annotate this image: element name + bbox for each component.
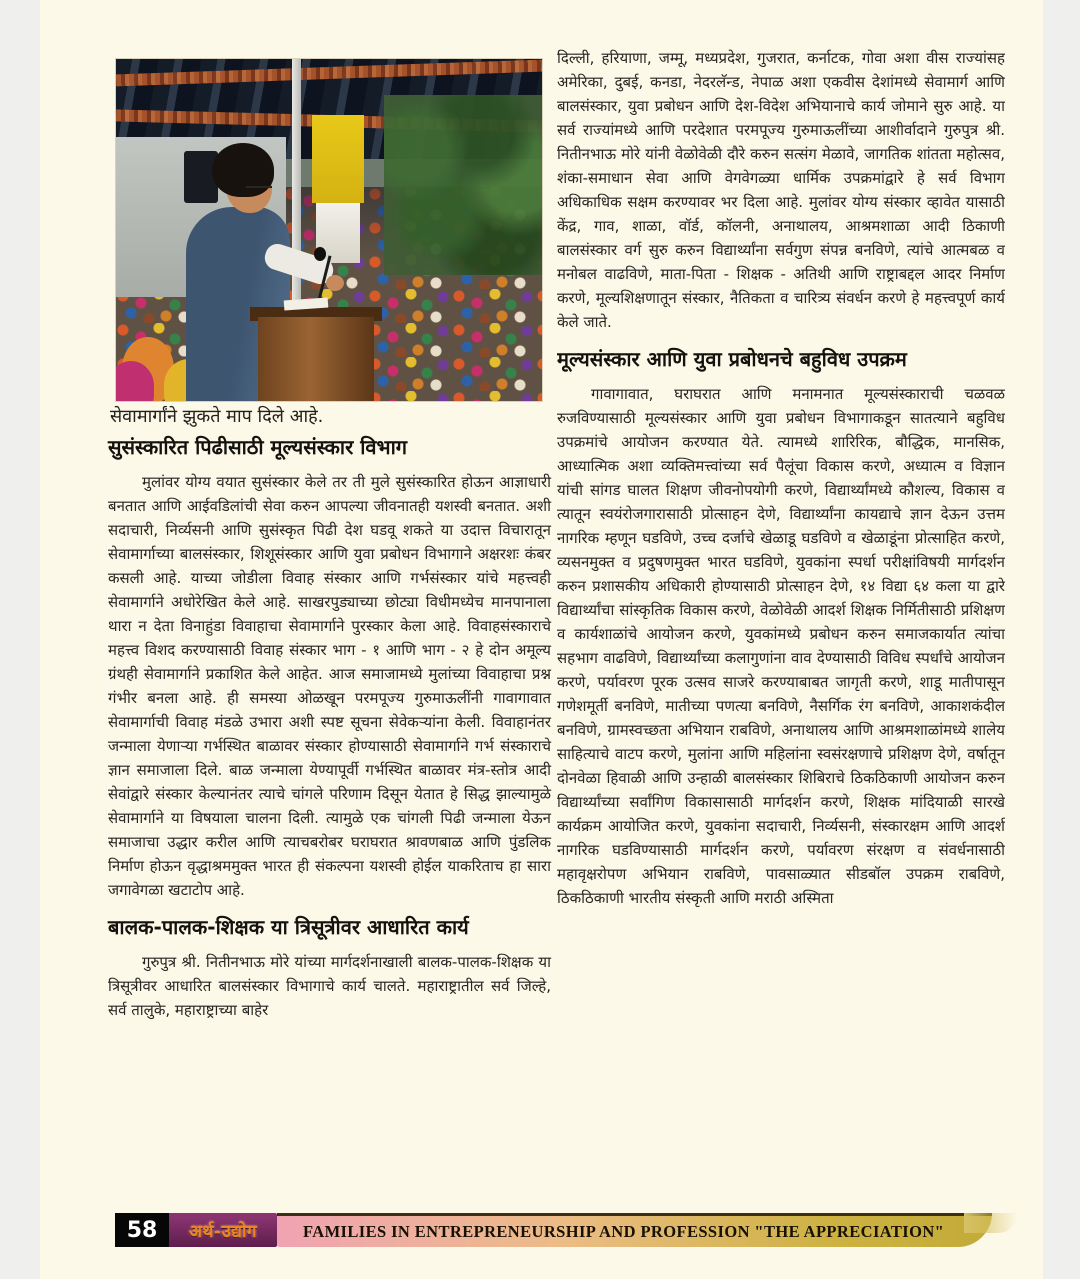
page-background — [40, 0, 1043, 1279]
section-body-upkram: गावागावात, घराघरात आणि मनामनात मूल्यसंस्काराची चळवळ रुजविण्यासाठी मूल्यसंस्कार आणि युवा प्रबोधन विभागाकडून सातत्याने बहुविध उपक्रमांचे आयोजन करण्यात येते. त्यामध्ये शारिरिक, बौद्धिक, मानसिक, आध्यात्मिक अशा व्यक्तिमत्त्वांच्या सर्व पैलूंचा विकास करणे, अध्यात्म व विज्ञान यांची सांगड घालत शिक्षण जीवनोपयोगी करणे, विद्यार्थ्यांमध्ये कौशल्य, विकास व त्यातून स्वयंरोजगारासाठी प्रोत्साहन देणे, विद्यार्थ्यांना कायद्याचे ज्ञान देऊन उत्तम नागरिक म्हणून घडविणे, उच्च दर्जाचे खेळाडू घडविणे व खेळाडूंना प्रोत्साहित करणे, व्यसनमुक्त व प्रदुषणमुक्त भारत घडविणे, युवकांना स्पर्धा परीक्षांविषयी मार्गदर्शन करुन प्रशासकीय अधिकारी होण्यासाठी प्रोत्साहन देणे, १४ विद्या ६४ कला या द्वारे विद्यार्थ्यांचा सांस्कृतिक विकास करणे, वेळोवेळी आदर्श शिक्षक निर्मितीसाठी प्रशिक्षण व कार्यशाळांचे आयोजन करणे, युवकांमध्ये प्रबोधन करुन समाजकार्यात त्यांचा सहभाग वाढविणे, विद्यार्थ्यांच्या कलागुणांना वाव देण्यासाठी विविध स्पर्धांचे आयोजन करणे, पर्यावरण पूरक उत्सव साजरे करण्याबाबत जागृती करणे, शाडू मातीपासून गणेशमूर्ती बनविणे, मातीच्या पणत्या बनविणे, नैसर्गिक रंग बनविणे, आकाशकंदील बनविणे, ग्रामस्वच्छता अभियान राबविणे, अनाथालय आणि आश्रमशाळांमध्ये शालेय साहित्याचे वाटप करणे, मुलांना आणि महिलांना स्वसंरक्षणाचे प्रशिक्षण देणे, वर्षातून दोनवेळा हिवाळी आणि उन्हाळी बालसंस्कार शिबिराचे ठिकठिकाणी आयोजन करुन विद्यार्थ्यांच्या सर्वांगिण विकासासाठी मार्गदर्शन करणे, शिक्षक मांदियाळी सारखे कार्यक्रम आयोजित करणे, युवकांना सदाचारी, निर्व्यसनी, संस्कारक्षम आणि आदर्श नागरिक घडविण्यासाठी मार्गदर्शन करणे, पर्यावरण संरक्षण व संवर्धनासाठी महावृक्षरोपण अभियान राबविणे, पावसाळ्यात सीडबॉल उपक्रम राबविणे, ठिकठिकाणी भारतीय संस्कृती आणि मराठी अस्मिता — [557, 385, 1005, 907]
speaker-hand — [326, 275, 344, 291]
photo-caption: सेवामार्गांने झुकते माप दिले आहे. — [110, 406, 324, 427]
right-column-intro: दिल्ली, हरियाणा, जम्मू, मध्यप्रदेश, गुजरात, कर्नाटक, गोवा अशा वीस राज्यांसह अमेरिका, दुबई, कनडा, नेदरलॅन्ड, नेपाळ अशा एकवीस देशांमध्ये सेवामार्ग आणि बालसंस्कार, युवा प्रबोधन आणि देश-विदेश अभियानाचे कार्य जोमाने सुरु आहे. या सर्व राज्यांमध्ये आणि परदेशात परमपूज्य गुरुमाऊलींच्या आशीर्वादाने गुरुपुत्र श्री. नितीनभाऊ मोरे यांनी वेळोवेळी दौरे करुन सत्संग मेळावे, जागतिक शांतता महोत्सव, शंका-समाधान सेवा आणि वेगवेगळ्या धार्मिक उपक्रमांद्वारे हे सर्व विभाग अधिकाधिक सक्षम करण्यावर भर दिला आहे. मुलांवर योग्य संस्कार व्हावेत यासाठी केंद्र, गाव, शाळा, वॉर्ड, कॉलनी, अनाथालय, आश्रमशाळा आदी ठिकाणी बालसंस्कार वर्ग सुरु करुन विद्यार्थ्यांना सर्वगुण संपन्न बनविणे, त्यांचे आत्मबळ व मनोबल वाढविणे, माता-पिता - शिक्षक - अतिथी आणि राष्ट्राबद्दल आदर निर्माण करणे, मूल्यशिक्षणातून संस्कार, नैतिकता व चारित्र्य संवर्धन करणे हे महत्त्वपूर्ण कार्य केले जाते. — [557, 49, 1005, 331]
section-heading-upkram: मूल्यसंस्कार आणि युवा प्रबोधनचे बहुविध उपक्रम — [557, 347, 907, 371]
photo-microphone — [314, 247, 326, 261]
magazine-logo-text: अर्थ-उद्योग — [189, 1221, 257, 1242]
left-column — [108, 434, 551, 1028]
page-number: 58 — [115, 1213, 169, 1247]
section-heading-trisutri: बालक-पालक-शिक्षक या त्रिसूत्रीवर आधारित कार्य — [108, 915, 469, 939]
speaker-hair — [212, 143, 274, 197]
section-body-values-dept: मुलांवर योग्य वयात सुसंस्कार केले तर ती मुले सुसंस्कारित होऊन आज्ञाधारी बनतात आणि आईवडिलांची सेवा करुन आपल्या जीवनातही यशस्वी बनतात. अशी सदाचारी, निर्व्यसनी आणि सुसंस्कृत पिढी देश घडवू शकते या उदात्त विचारातून सेवामार्गाच्या बालसंस्कार, शिशूसंस्कार आणि युवा प्रबोधन विभागाने अक्षरशः कंबर कसली आहे. याच्या जोडीला विवाह संस्कार आणि गर्भसंस्कार यांचे महत्त्वही सेवामार्गाने अधोरेखित केले आहे. साखरपुड्याच्या छोट्या विधीमध्येच मानपानाला थारा न देता विनाहुंडा विवाहाचा सेवामार्गाने पुरस्कार केला आहे. विवाहसंस्काराचे महत्त्व विशद करण्यासाठी विवाह संस्कार भाग - १ आणि भाग - २ हे दोन अमूल्य ग्रंथही सेवामार्गाने प्रकाशित केले आहेत. आज समाजामध्ये मुलांच्या विवाहाचा प्रश्न गंभीर बनला आहे. ही समस्या ओळखून परमपूज्य गुरुमाऊलींनी गावागावात सेवामार्गाची विवाह मंडळे उभारा अशी स्पष्ट सूचना सेवेकऱ्यांना केली. विवाहानंतर जन्माला येणाऱ्या गर्भस्थित बाळावर संस्कार होण्यासाठी सेवामार्गाने गर्भ संस्काराचे ज्ञान समाजाला दिले. बाळ जन्माला येण्यापूर्वी गर्भस्थित बाळावर मंत्र-स्तोत्र आदी सेवांद्वारे संस्कार केल्यानंतर त्याचे चांगले परिणाम दिसून येतात हे सिद्ध झाल्यामुळे सेवामार्गाने या विषयाला चालना दिली. त्यामुळे एक चांगली पिढी जन्माला येऊन समाजाचा उद्धार करील आणि त्याचबरोबर घराघरात श्रावणबाळ आणि पुंडलिक निर्माण होऊन वृद्धाश्रममुक्त भारत ही संकल्पना यशस्वी होईल याकरिताच हा सारा जगावेगळा खटाटोप आहे. — [108, 473, 551, 899]
event-photo — [115, 58, 543, 402]
section-heading-values-dept: सुसंस्कारित पिढीसाठी मूल्यसंस्कार विभाग — [108, 435, 408, 459]
photo-yellow-banner — [312, 115, 364, 203]
footer-banner — [277, 1213, 992, 1247]
right-column — [557, 46, 1005, 1208]
photo-foliage — [384, 95, 542, 275]
photo-podium — [258, 317, 374, 401]
section-body-trisutri: गुरुपुत्र श्री. नितीनभाऊ मोरे यांच्या मार्गदर्शनाखाली बालक-पालक-शिक्षक या त्रिसूत्रीवर आधारित बालसंस्कार विभागाचे कार्य चालते. महाराष्ट्रातील सर्व जिल्हे, सर्व तालुके, महाराष्ट्राच्या बाहेर — [108, 953, 551, 1019]
speaker-glasses — [246, 177, 272, 188]
page-footer — [115, 1213, 1020, 1247]
footer-title: FAMILIES IN ENTREPRENEURSHIP AND PROFESSION "THE APPRECIATION" — [303, 1221, 945, 1241]
magazine-logo — [169, 1213, 277, 1247]
